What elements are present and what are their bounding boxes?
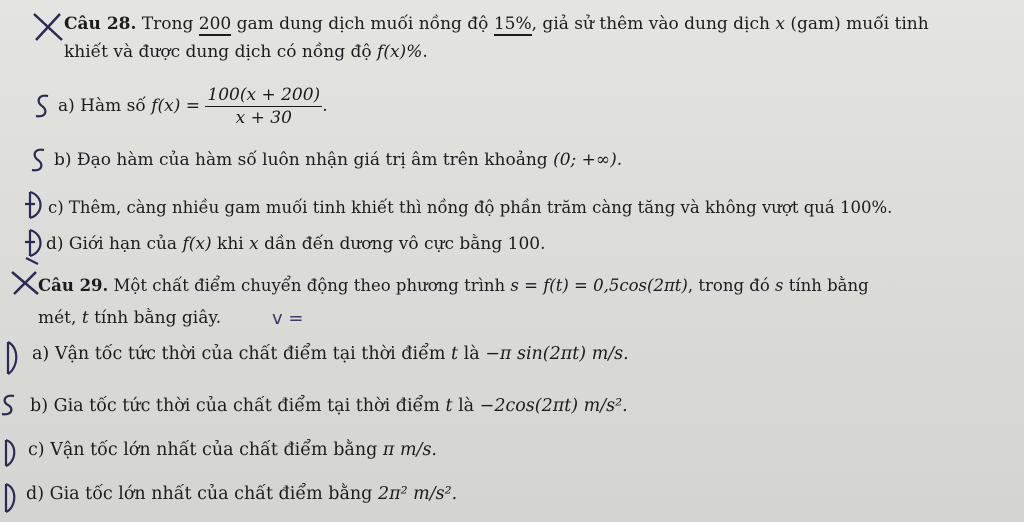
q29-text: tính bằng giây. — [88, 308, 222, 328]
option-a-end: . — [322, 96, 328, 116]
acceleration-expression: −2cos(2πt) m/s². — [479, 396, 628, 416]
interval: (0; +∞). — [553, 150, 623, 170]
q28-line-2 — [64, 42, 428, 62]
option-b-text: b) Đạo hàm của hàm số luôn nhận giá trị âm trên khoảng — [54, 150, 554, 170]
q29-line-2 — [38, 308, 221, 328]
q28-percent: 15% — [493, 14, 532, 34]
q28-text: , giả sử thêm vào dung dịch — [531, 14, 776, 34]
q29-text: tính bằng — [783, 276, 869, 295]
pen-d-mark-icon — [0, 436, 20, 470]
pen-d-mark-icon — [0, 338, 20, 378]
fx: f(x) — [182, 234, 212, 254]
q28-text: khiết và được dung dịch có nồng độ — [64, 42, 378, 62]
q28-option-a — [58, 84, 328, 129]
max-acceleration: 2π² m/s². — [377, 484, 458, 504]
option-c-text: c) Thêm, càng nhiều gam muối tinh khiết thì nồng độ phần trăm càng tăng và không vượt quá 100%. — [48, 198, 893, 217]
option-b-text: là — [452, 396, 480, 416]
max-velocity: π m/s. — [382, 440, 437, 460]
var-s: s — [775, 276, 784, 295]
var-t: t — [81, 308, 89, 328]
q28-line-1 — [64, 14, 929, 34]
pen-d-mark-icon — [22, 226, 44, 266]
fx-expression: f(x) = — [151, 96, 200, 116]
option-d-text: d) Giới hạn của — [46, 234, 183, 254]
q28-text: (gam) muối tinh — [784, 14, 929, 34]
pen-d-mark-icon — [0, 480, 20, 516]
q29-text: mét, — [38, 308, 82, 328]
q29-title: Câu 29. — [38, 276, 109, 295]
option-a-text: a) Vận tốc tức thời của chất điểm tại thời điểm — [32, 344, 452, 364]
option-c-text: c) Vận tốc lớn nhất của chất điểm bằng — [28, 440, 383, 460]
option-a-label: a) Hàm số — [58, 96, 152, 116]
q28-var-x: x — [775, 14, 785, 34]
q28-option-b — [54, 150, 622, 170]
handwritten-v: v = — [272, 308, 304, 329]
pen-s-mark-icon — [32, 92, 52, 120]
q29-option-c — [28, 440, 437, 460]
cross-mark-icon — [30, 10, 66, 44]
q29-option-a — [32, 344, 629, 364]
var-x: x — [249, 234, 259, 254]
q29-text: , trong đó — [687, 276, 775, 295]
option-b-text: b) Gia tốc tức thời của chất điểm tại thời điểm — [30, 396, 446, 416]
pen-s-mark-icon — [0, 392, 18, 418]
q28-fx: f(x)% — [377, 42, 423, 62]
pen-d-mark-icon — [22, 188, 44, 222]
q29-line-1 — [38, 276, 869, 295]
option-d-text: dần đến dương vô cực bằng 100. — [258, 234, 546, 254]
var-t: t — [445, 396, 453, 416]
q29-text: Một chất điểm chuyển động theo phương trình — [108, 276, 511, 295]
option-d-text: khi — [211, 234, 250, 254]
var-t: t — [451, 344, 459, 364]
fraction — [205, 84, 322, 129]
fraction-numerator: 100(x + 200) — [207, 85, 321, 105]
q28-amount: 200 — [198, 14, 232, 34]
pen-s-mark-icon — [28, 146, 48, 174]
q28-text: gam dung dịch muối nồng độ — [231, 14, 494, 34]
q29-option-b — [30, 396, 628, 416]
q29-option-d — [26, 484, 457, 504]
fraction-denominator: x + 30 — [235, 108, 292, 128]
q28-title: Câu 28. — [64, 14, 137, 34]
option-a-text: là — [458, 344, 486, 364]
q28-text: . — [422, 42, 428, 62]
equation: s = f(t) = 0,5cos(2πt) — [510, 276, 688, 295]
q28-text: Trong — [141, 14, 199, 34]
q28-option-c — [48, 198, 892, 217]
option-d-text: d) Gia tốc lớn nhất của chất điểm bằng — [26, 484, 378, 504]
velocity-expression: −π sin(2πt) m/s. — [485, 344, 629, 364]
q28-option-d — [46, 234, 546, 254]
